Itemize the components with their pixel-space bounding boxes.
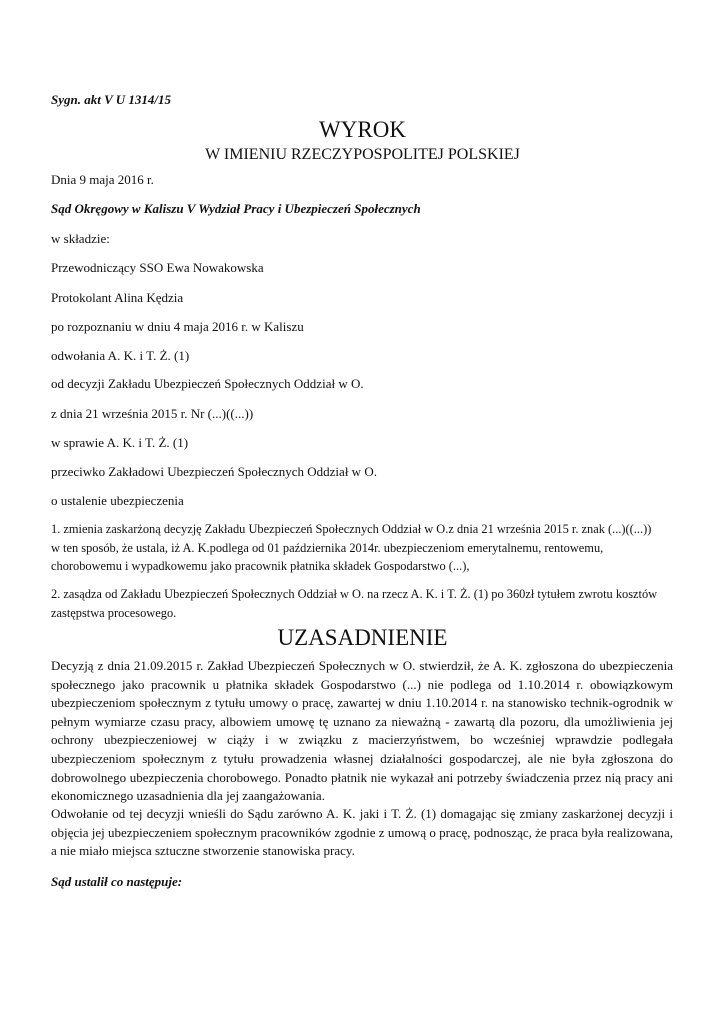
justification-paragraph-1: Decyzją z dnia 21.09.2015 r. Zakład Ubezpieczeń Społecznych w O. stwierdził, że A. K. zgłoszona do ubezpieczenia społecznego jako pracownik u płatnika składek Gospodarstwo (...) nie podlega od 1.10.2014 r. obowiązkowym ubezpieczeniom społecznym z tytułu umowy o pracę, zawartej w dniu 1.10.2014 r. na stanowisko technik-ogrodnik w pełnym wymiarze czasu pracy, albowiem umowę tę uznano za nieważną - zawartą dla pozoru, dla umożliwienia jej ochrony ubezpieczeniowej w ciąży i w związku z macierzyństwem, bo wcześniej wprawdzie podlegała ubezpieczeniom społecznym z tytułu prowadzenia własnej działalności gospodarczej, ale nie była zgłoszona do dobrowolnego ubezpieczenia chorobowego. Ponadto płatnik nie wykazał ani potrzeby świadczenia przez nią pracy ani ekonomicznego uzasadnienia dla jej zaangażowania. — [51, 658, 673, 804]
decision-source: od decyzji Zakładu Ubezpieczeń Społecznych Oddział w O. — [51, 376, 364, 391]
ruling-point-1-line-1: 1. zmienia zaskarżoną decyzję Zakładu Ubezpieczeń Społecznych Oddział w O.z dnia 21 września 2015 r. znak (...)((...)) — [51, 522, 652, 536]
composition-label: w składzie: — [51, 231, 110, 246]
appeal-parties: odwołania A. K. i T. Ż. (1) — [51, 348, 190, 363]
court-name: Sąd Okręgowy w Kaliszu V Wydział Pracy i Ubezpieczeń Społecznych — [51, 201, 421, 216]
case-parties: w sprawie A. K. i T. Ż. (1) — [51, 435, 189, 450]
case-signature: Sygn. akt V U 1314/15 — [51, 92, 172, 107]
decision-date: z dnia 21 września 2015 r. Nr (...)((...)) — [51, 406, 254, 421]
justification-paragraph-2: Odwołanie od tej decyzji wnieśli do Sądu zarówno A. K. jaki i T. Ż. (1) domagając się zmiany zaskarżonej decyzji i objęcia jej ubezpieczeniem społecznym pracowników zgodnie z umową o pracę, podnosząc, że praca była realizowana, a nie miało miejsca sztuczne stworzenie stanowiska pracy. — [51, 806, 673, 859]
ruling-point-2-line-2: zastępstwa procesowego. — [51, 606, 177, 620]
case-subject: o ustalenie ubezpieczenia — [51, 493, 184, 508]
clerk: Protokolant Alina Kędzia — [51, 290, 184, 305]
document-title: WYROK — [319, 117, 406, 142]
document-subtitle: W IMIENIU RZECZYPOSPOLITEJ POLSKIEJ — [205, 146, 520, 163]
ruling-point-1-line-2: w ten sposób, że ustala, iż A. K.podlega od 01 października 2014r. ubezpieczeniom emerytalnemu, rentowemu, — [51, 541, 604, 555]
presiding-judge: Przewodniczący SSO Ewa Nowakowska — [51, 260, 264, 275]
hearing-info: po rozpoznaniu w dniu 4 maja 2016 r. w Kaliszu — [51, 319, 304, 334]
ruling-point-1-line-3: chorobowemu i wypadkowemu jako pracownik płatnika składek Gospodarstwo (...), — [51, 559, 470, 573]
respondent: przeciwko Zakładowi Ubezpieczeń Społecznych Oddział w O. — [51, 464, 377, 479]
findings-heading: Sąd ustalił co następuje: — [51, 874, 183, 889]
ruling-date: Dnia 9 maja 2016 r. — [51, 172, 154, 187]
ruling-point-2-line-1: 2. zasądza od Zakładu Ubezpieczeń Społecznych Oddział w O. na rzecz A. K. i T. Ż. (1) po 360zł tytułem zwrotu kosztów — [51, 587, 658, 601]
justification-heading: UZASADNIENIE — [277, 625, 448, 650]
